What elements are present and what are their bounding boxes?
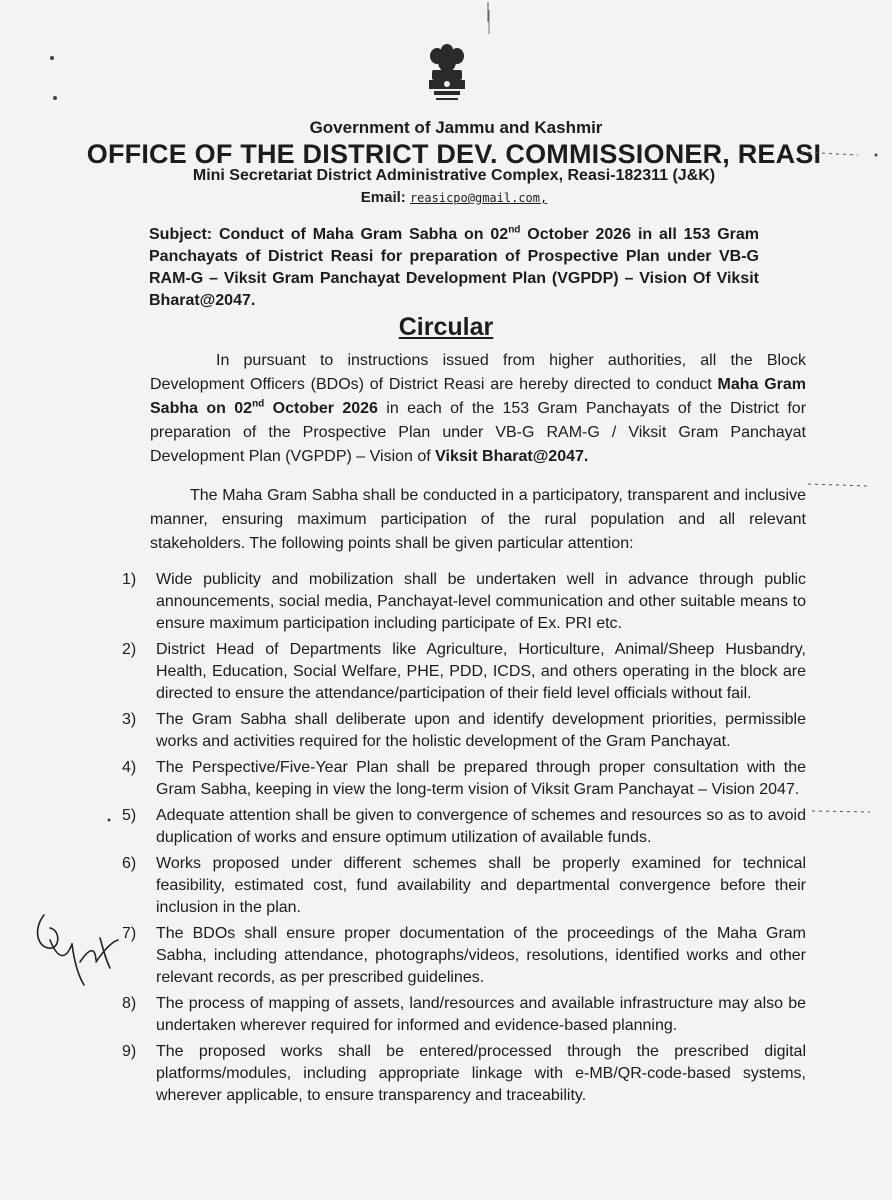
- point-text: Wide publicity and mobilization shall be undertaken well in advance through public announcements, social media, Panchayat-level communication and other suitable means to ensure maximum participation including participate of Ex. PRI etc.: [156, 571, 806, 632]
- point-number: 3): [122, 711, 137, 728]
- subject-label: Subject:: [149, 226, 213, 243]
- email-line: [8, 189, 892, 206]
- para1-sup: nd: [252, 398, 265, 410]
- point-item: [118, 757, 806, 801]
- point-item: [118, 639, 806, 705]
- point-text: The Perspective/Five-Year Plan shall be prepared through proper consultation with the Gram Sabha, keeping in view the long-term vision of Viksit Gram Panchayat – Vision 2047.: [156, 759, 806, 798]
- point-number: 8): [122, 995, 137, 1012]
- point-text: The proposed works shall be entered/processed through the prescribed digital platforms/modules, including appropriate linkage with e-MB/QR-code-based systems, wherever applicable, to ensure transparency and traceability.: [156, 1043, 806, 1104]
- para1-text-2: in each of the 153 Gram Panchayats of the District for preparation of the Prospective Plan under VB-G RAM-G / Viksit Gram Panchayat Development Plan (VGPDP) – Vision of: [150, 400, 807, 465]
- point-text: The BDOs shall ensure proper documentation of the proceedings of the Maha Gram Sabha, including attendance, photographs/videos, resolutions, identified works and other relevant records, as per prescribed guidelines.: [156, 925, 806, 986]
- point-item: [118, 993, 806, 1037]
- point-number: 2): [122, 641, 137, 658]
- subject-sup: nd: [508, 224, 521, 236]
- subject-text-1: Conduct of Maha Gram Sabha on 02: [219, 226, 509, 243]
- point-number: 6): [122, 855, 137, 872]
- subject-block: [149, 224, 759, 312]
- point-item: [118, 709, 806, 753]
- point-text: Works proposed under different schemes shall be properly examined for technical feasibility, estimated cost, fund availability and departmental convergence before their inclusion in the plan.: [156, 855, 806, 916]
- point-number: 7): [122, 925, 137, 942]
- para1-bold-1: Maha Gram Sabha on 02: [150, 376, 807, 417]
- point-item: [118, 569, 806, 635]
- email-address[interactable]: reasicpo@gmail.com,: [409, 191, 548, 205]
- points-list: [118, 569, 806, 1111]
- para1-bold-3: Viksit Bharat@2047.: [435, 448, 589, 465]
- paragraph-conduct: The Maha Gram Sabha shall be conducted in a participatory, transparent and inclusive manner, ensuring maximum participation of the rural population and all relevant stakeholders. The following points shall be given particular attention:: [150, 487, 806, 552]
- point-text: District Head of Departments like Agriculture, Horticulture, Animal/Sheep Husbandry, Health, Education, Social Welfare, PHE, PDD, ICDS, and others operating in the block are directed to ensure the attendance/participation of their field level officials without fail.: [156, 641, 806, 702]
- paragraph-intro: [150, 349, 806, 469]
- office-address: Mini Secretariat District Administrative Complex, Reasi-182311 (J&K): [192, 167, 716, 184]
- point-number: 9): [122, 1043, 137, 1060]
- circular-title: Circular: [398, 313, 494, 341]
- point-text: The process of mapping of assets, land/resources and available infrastructure may also be undertaken wherever required for informed and evidence-based planning.: [156, 995, 806, 1034]
- point-number: 1): [122, 571, 137, 588]
- office-title: OFFICE OF THE DISTRICT DEV. COMMISSIONER, REASI: [86, 139, 822, 169]
- email-label: Email:: [360, 189, 406, 206]
- point-text: The Gram Sabha shall deliberate upon and identify development priorities, permissible works and activities required for the holistic development of the Gram Panchayat.: [156, 711, 806, 750]
- point-text: Adequate attention shall be given to convergence of schemes and resources so as to avoid duplication of works and ensure optimum utilization of available funds.: [156, 807, 806, 846]
- signature-icon: [38, 915, 118, 985]
- point-item: [118, 923, 806, 989]
- point-item: [118, 1041, 806, 1107]
- para1-text-1: In pursuant to instructions issued from higher authorities, all the Block Development Officers (BDOs) of District Reasi are hereby directed to conduct: [150, 352, 806, 393]
- point-number: 5): [122, 807, 137, 824]
- point-item: [118, 805, 806, 849]
- national-emblem-icon: [420, 42, 474, 114]
- para1-bold-2: October 2026: [264, 400, 378, 417]
- point-number: 4): [122, 759, 137, 776]
- government-name: Government of Jammu and Kashmir: [309, 118, 603, 137]
- subject-text-2: October 2026 in all 153 Gram Panchayats of District Reasi for preparation of Prospective Plan under VB-G RAM-G – Viksit Gram Panchayat Development Plan (VGPDP) – Vision Of Viksit Bharat@2047.: [149, 226, 760, 309]
- point-item: [118, 853, 806, 919]
